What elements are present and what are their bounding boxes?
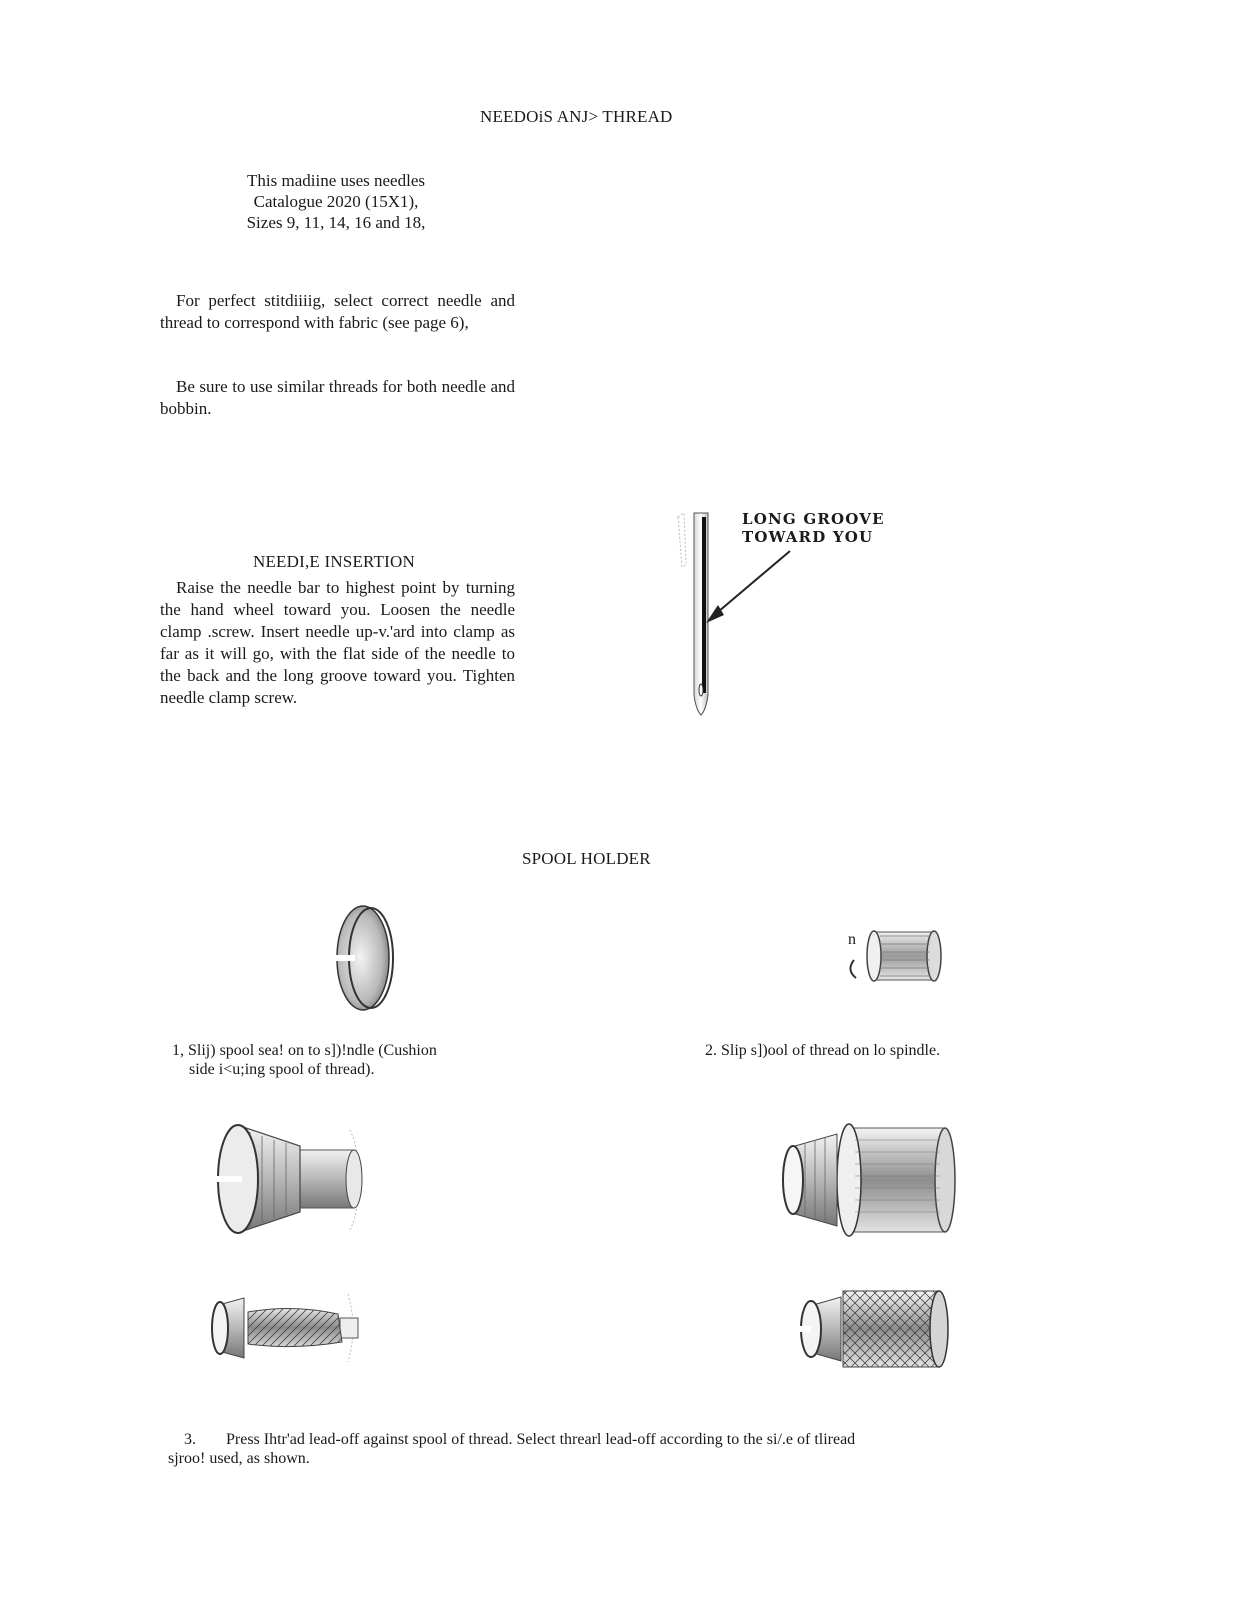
needle-insertion-paragraph: Raise the needle bar to highest point by turning the hand wheel toward you. Loosen the needle clamp .screw. Insert needle up-v.'ard into clamp as far as it will go, with the flat side of the needle to the back and the long groove toward you. Tighten needle clamp screw. bbox=[160, 578, 515, 707]
leadoff-thin-spool-illustration bbox=[208, 1288, 368, 1368]
step-3-line-2: sjroo! used, as shown. bbox=[168, 1450, 310, 1467]
step-3-text bbox=[168, 1430, 988, 1468]
needle-spec-line: Catalogue 2020 (15X1), bbox=[253, 192, 419, 211]
needle-spec-line: Sizes 9, 11, 14, 16 and 18, bbox=[246, 213, 426, 232]
leadoff-wound-spool-illustration bbox=[795, 1283, 955, 1373]
threads-paragraph: Be sure to use similar threads for both needle and bobbin. bbox=[160, 377, 515, 418]
needle-spec bbox=[200, 170, 472, 233]
large-leadoff-small-spool-illustration bbox=[210, 1120, 370, 1240]
needle-groove-label-line: LONG GROOVE bbox=[742, 510, 885, 528]
caption-step-1 bbox=[172, 1041, 437, 1079]
needle-groove-label bbox=[742, 510, 885, 546]
needle-insertion-heading: NEEDI,E INSERTION bbox=[253, 552, 415, 571]
caption-step-1-line: 1, Slij) spool sea! on to s])!ndle (Cushion bbox=[172, 1042, 437, 1059]
spool-on-spindle-illustration bbox=[840, 922, 950, 992]
small-leadoff-large-spool-illustration bbox=[775, 1120, 965, 1240]
caption-step-2: 2. Slip s])ool of thread on lo spindle. bbox=[705, 1042, 941, 1059]
step-3-line bbox=[168, 1430, 988, 1449]
stitching-paragraph: For perfect stitdiiiig, select correct needle and thread to correspond with fabric (see page 6), bbox=[160, 291, 515, 332]
needle-spec-line: This madiine uses needles bbox=[247, 171, 425, 190]
caption-step-1-line: side i<u;ing spool of thread). bbox=[189, 1061, 375, 1078]
needle-groove-label-line: TOWARD YOU bbox=[742, 528, 874, 546]
step-3-number: 3. bbox=[184, 1431, 196, 1448]
spindle-mark: n bbox=[848, 931, 856, 948]
step-3-line-1: Press Ihtr'ad lead-off against spool of thread. Select threarl lead-off according to the si/.e of tliread bbox=[226, 1431, 856, 1448]
page-title: NEEDOiS ANJ> THREAD bbox=[480, 107, 673, 126]
spool-seal-illustration bbox=[325, 903, 405, 1013]
spool-holder-heading: SPOOL HOLDER bbox=[522, 849, 651, 868]
